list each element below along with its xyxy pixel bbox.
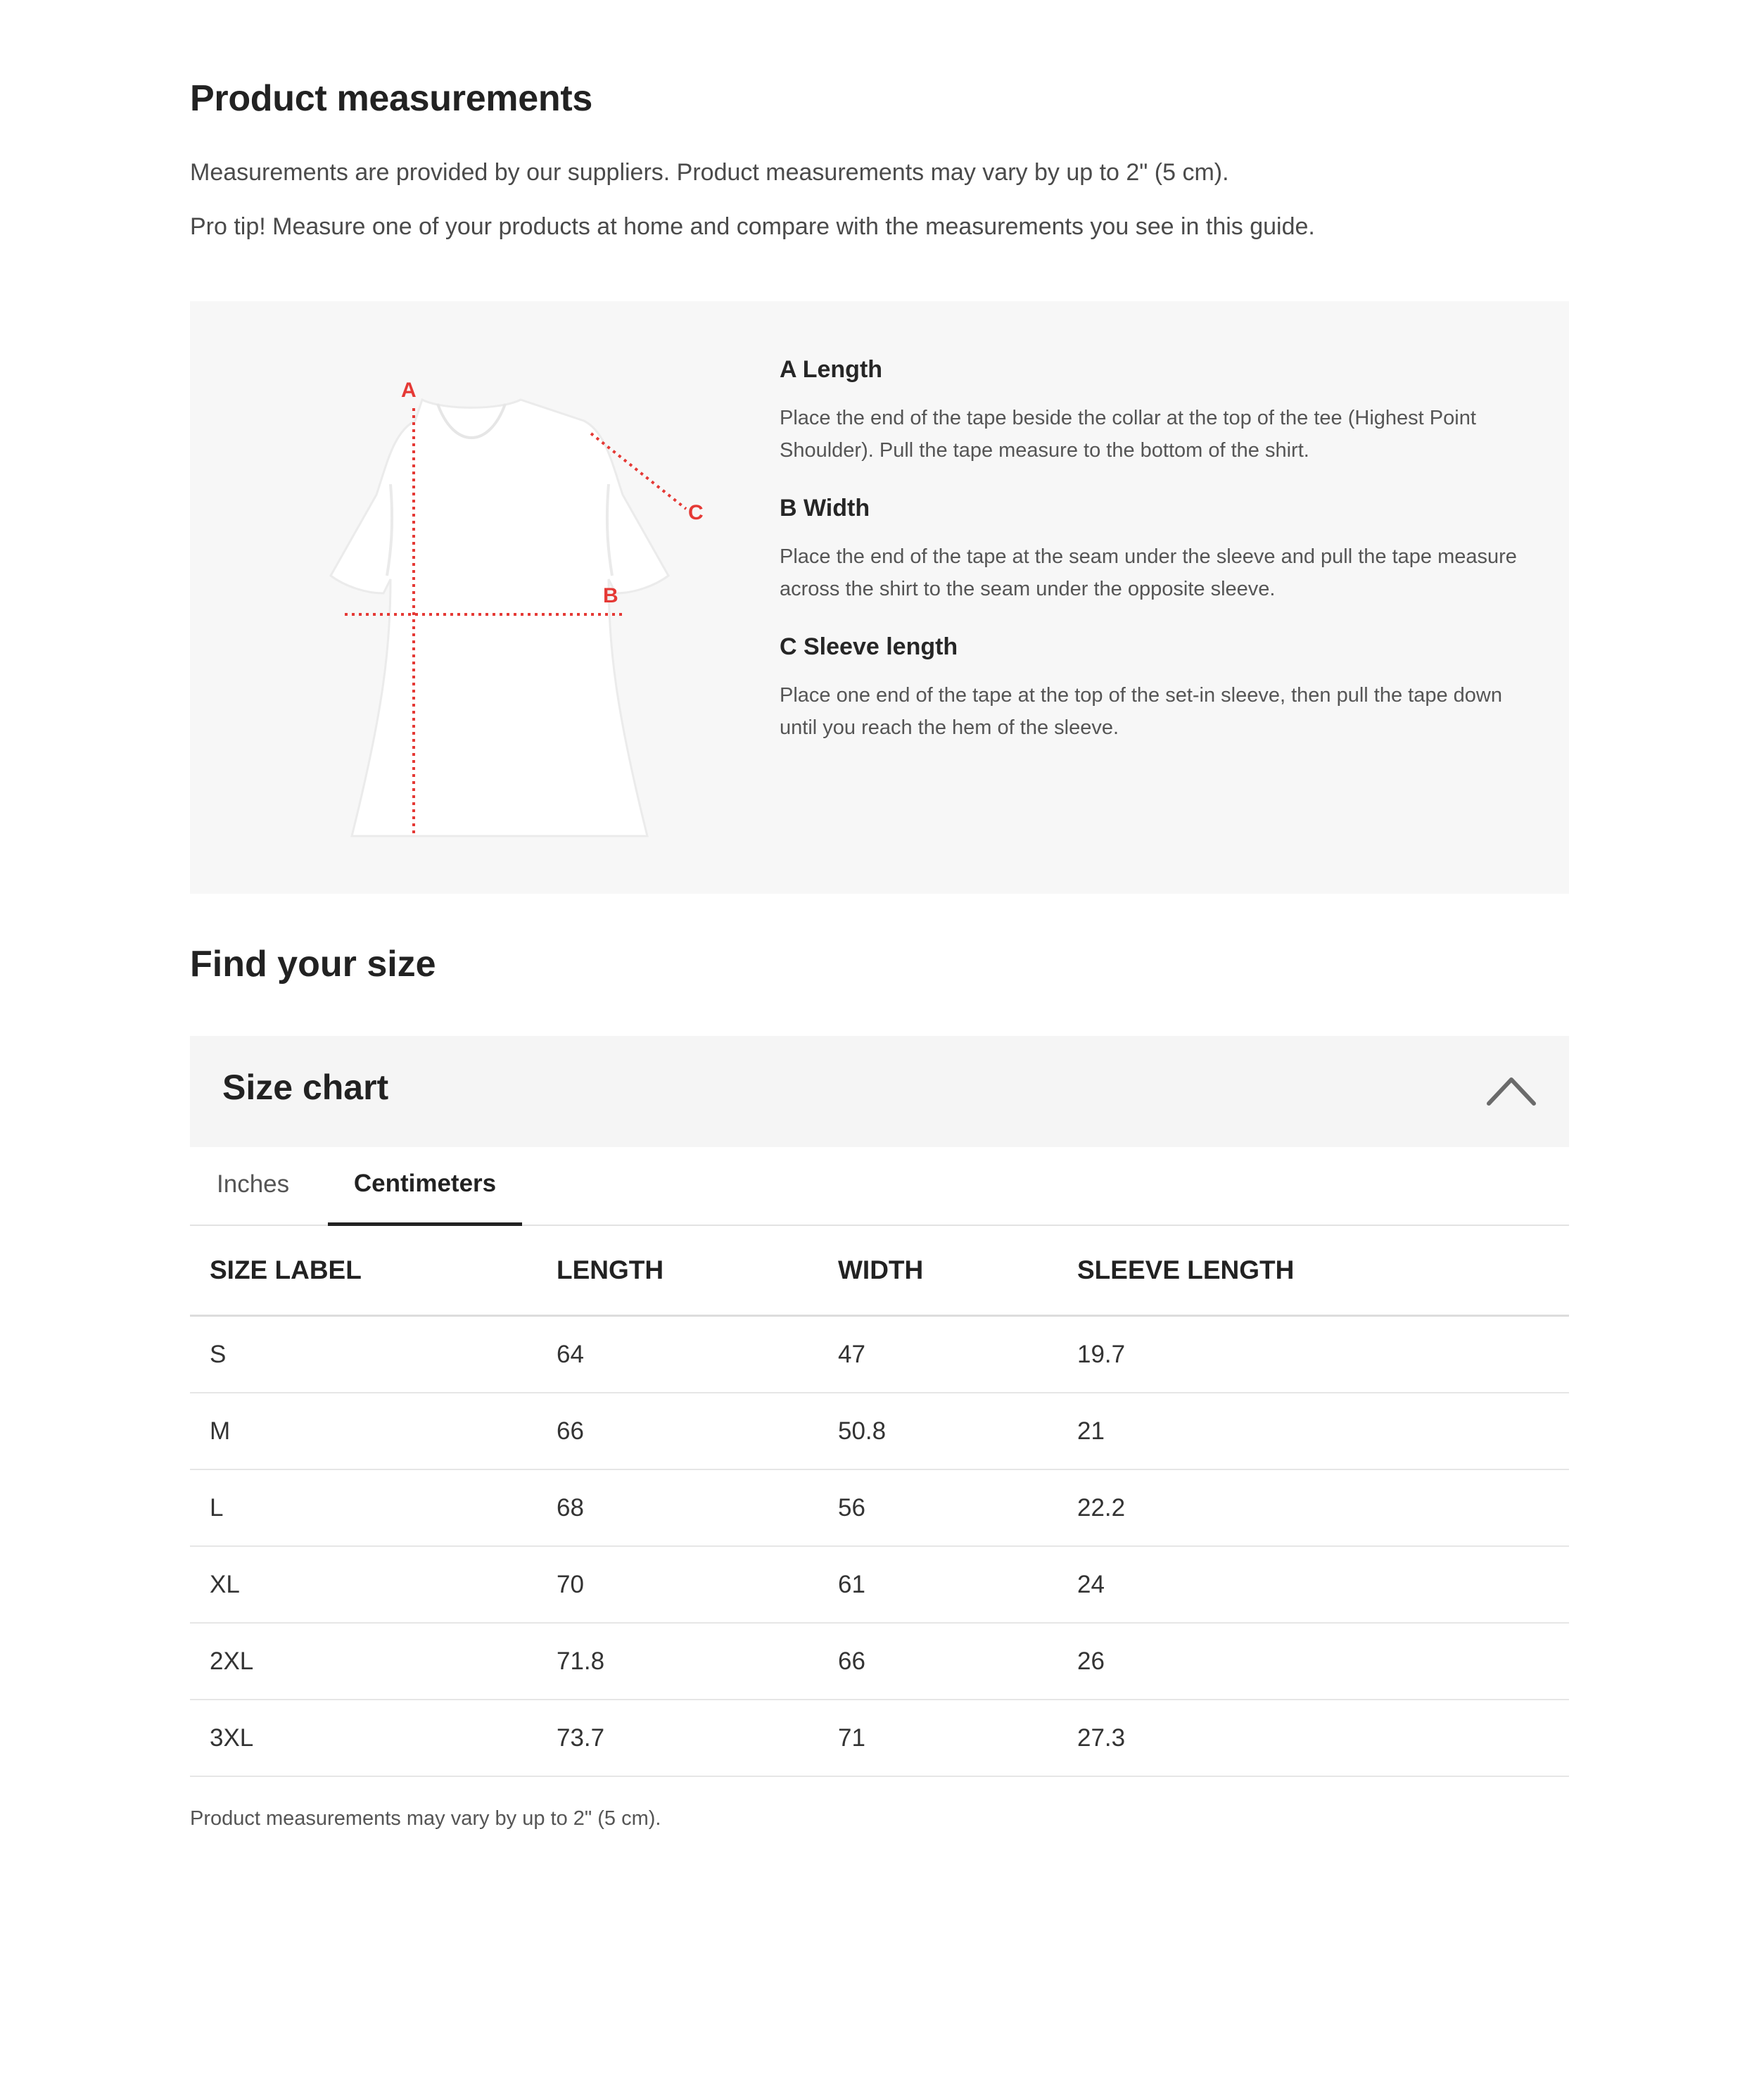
tshirt-shape bbox=[331, 400, 668, 836]
column-header-size-label: SIZE LABEL bbox=[190, 1226, 557, 1316]
length-description bbox=[780, 356, 1532, 467]
length-text: Place the end of the tape beside the collar at the top of the tee (Highest Point Shoulder). Pull the tape measure to the bottom of the shirt. bbox=[780, 407, 1476, 462]
find-size-heading: Find your size bbox=[190, 944, 436, 985]
cell-width: 71 bbox=[838, 1700, 1077, 1776]
cell-size: XL bbox=[190, 1546, 557, 1623]
column-header-sleeve-length: SLEEVE LENGTH bbox=[1077, 1226, 1569, 1316]
cell-length: 71.8 bbox=[557, 1623, 838, 1700]
cell-size: L bbox=[190, 1469, 557, 1546]
table-row bbox=[190, 1393, 1569, 1469]
table-row bbox=[190, 1469, 1569, 1546]
cell-sleeve-length: 27.3 bbox=[1077, 1700, 1569, 1776]
cell-sleeve-length: 24 bbox=[1077, 1546, 1569, 1623]
tab-centimeters[interactable]: Centimeters bbox=[328, 1147, 522, 1226]
cell-length: 68 bbox=[557, 1469, 838, 1546]
width-text: Place the end of the tape at the seam under the sleeve and pull the tape measure across the shirt to the seam under the opposite sleeve. bbox=[780, 545, 1517, 600]
table-row bbox=[190, 1623, 1569, 1700]
cell-length: 66 bbox=[557, 1393, 838, 1469]
cell-width: 66 bbox=[838, 1623, 1077, 1700]
intro-text: Measurements are provided by our suppliers. Product measurements may vary by up to 2" (5 cm). bbox=[190, 159, 1229, 186]
page-title: Product measurements bbox=[190, 78, 592, 119]
cell-size: 2XL bbox=[190, 1623, 557, 1700]
chevron-up-icon[interactable] bbox=[1486, 1073, 1537, 1108]
label-c: C bbox=[688, 501, 704, 524]
table-row bbox=[190, 1700, 1569, 1776]
cell-sleeve-length: 26 bbox=[1077, 1623, 1569, 1700]
pro-tip-text: Pro tip! Measure one of your products at home and compare with the measurements you see in this guide. bbox=[190, 213, 1315, 240]
measurement-guide-panel bbox=[190, 301, 1569, 894]
cell-size: 3XL bbox=[190, 1700, 557, 1776]
table-row bbox=[190, 1546, 1569, 1623]
cell-sleeve-length: 21 bbox=[1077, 1393, 1569, 1469]
cell-width: 50.8 bbox=[838, 1393, 1077, 1469]
tshirt-measurement-diagram bbox=[253, 343, 718, 850]
cell-sleeve-length: 19.7 bbox=[1077, 1316, 1569, 1393]
measurement-footnote: Product measurements may vary by up to 2" (5 cm). bbox=[190, 1807, 661, 1830]
column-header-width: WIDTH bbox=[838, 1226, 1077, 1316]
cell-width: 56 bbox=[838, 1469, 1077, 1546]
cell-sleeve-length: 22.2 bbox=[1077, 1469, 1569, 1546]
width-heading: B Width bbox=[780, 495, 870, 521]
cell-width: 47 bbox=[838, 1316, 1077, 1393]
table-header-row bbox=[190, 1226, 1569, 1316]
sleeve-heading: C Sleeve length bbox=[780, 633, 958, 660]
tab-inches[interactable]: Inches bbox=[217, 1170, 290, 1198]
cell-length: 73.7 bbox=[557, 1700, 838, 1776]
table-row bbox=[190, 1316, 1569, 1393]
size-chart-title: Size chart bbox=[222, 1068, 389, 1107]
size-chart-accordion-header[interactable] bbox=[190, 1036, 1569, 1147]
cell-length: 64 bbox=[557, 1316, 838, 1393]
column-header-length: LENGTH bbox=[557, 1226, 838, 1316]
cell-length: 70 bbox=[557, 1546, 838, 1623]
unit-tabs bbox=[190, 1147, 1569, 1226]
width-description bbox=[780, 495, 1532, 605]
cell-size: S bbox=[190, 1316, 557, 1393]
sleeve-text: Place one end of the tape at the top of the set-in sleeve, then pull the tape down until you reach the hem of the sleeve. bbox=[780, 684, 1503, 739]
label-b: B bbox=[603, 584, 618, 607]
label-a: A bbox=[401, 379, 417, 402]
sleeve-description bbox=[780, 633, 1532, 744]
size-chart-table bbox=[190, 1226, 1569, 1777]
cell-width: 61 bbox=[838, 1546, 1077, 1623]
cell-size: M bbox=[190, 1393, 557, 1469]
length-heading: A Length bbox=[780, 356, 883, 383]
